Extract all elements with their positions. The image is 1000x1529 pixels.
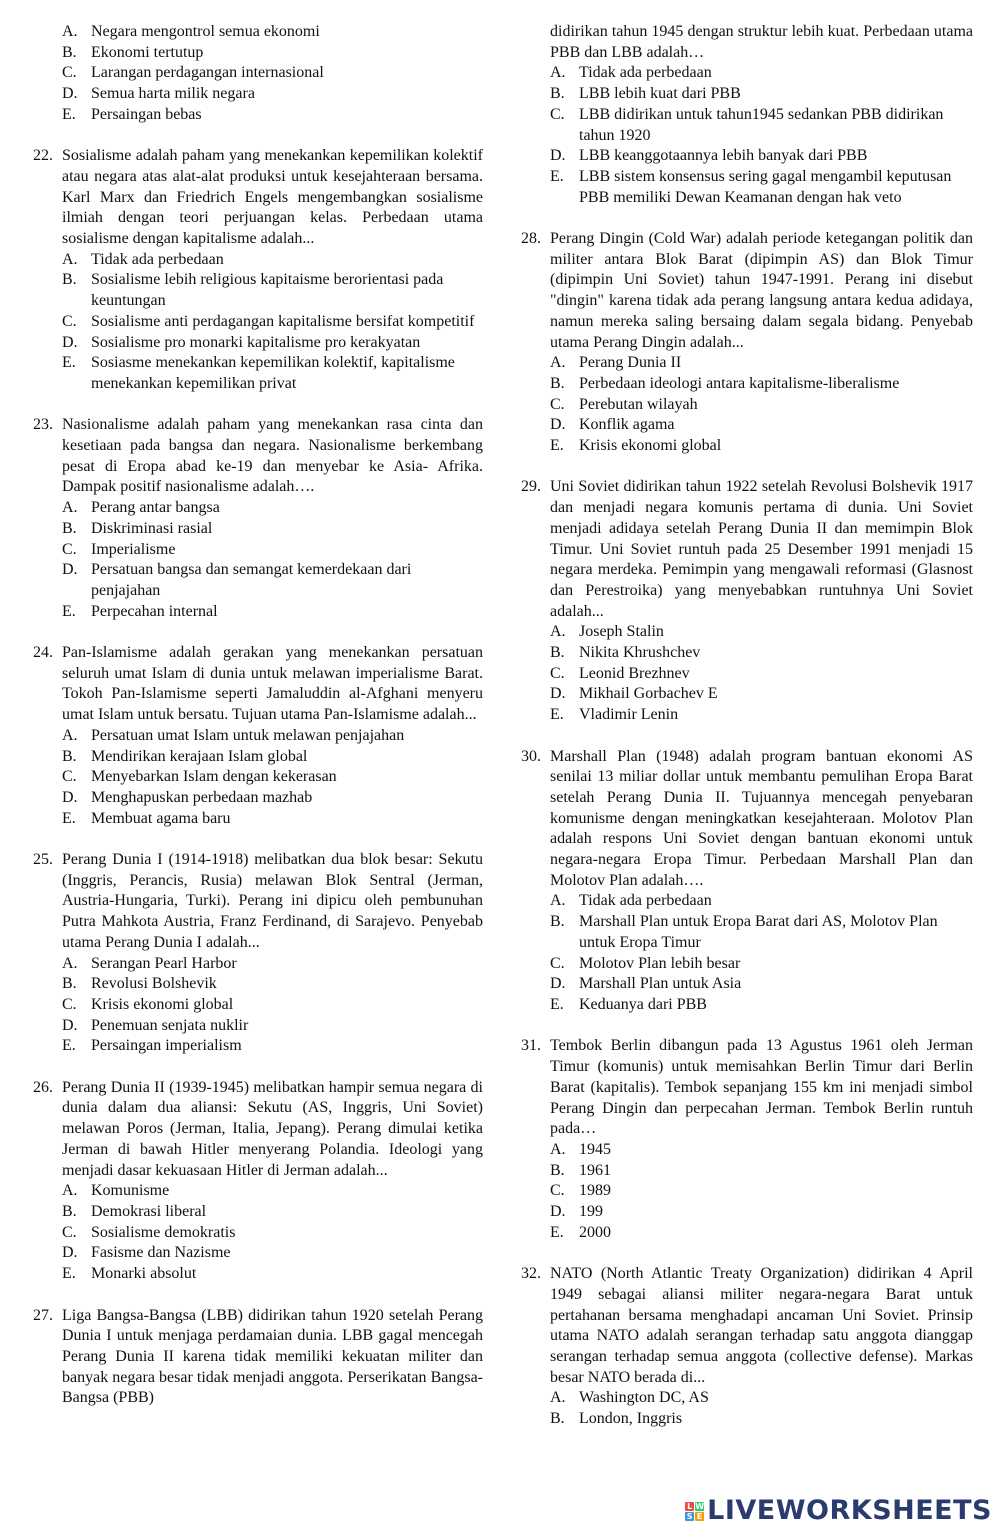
question-24 xyxy=(33,643,483,829)
option-31e[interactable] xyxy=(550,1223,973,1244)
option-text: Joseph Stalin xyxy=(579,623,664,641)
option-letter: A. xyxy=(550,1389,566,1407)
option-letter: A. xyxy=(550,1140,566,1158)
option-letter: B. xyxy=(550,85,565,103)
option-28c[interactable] xyxy=(550,395,973,416)
option-text: Marshall Plan untuk Asia xyxy=(579,975,742,993)
option-text: 199 xyxy=(579,1203,603,1221)
option-letter: C. xyxy=(62,1223,77,1241)
option-text: Persatuan umat Islam untuk melawan penjajahan xyxy=(91,726,405,744)
option-text: 2000 xyxy=(579,1223,611,1241)
option-24e[interactable] xyxy=(62,809,483,830)
option-29c[interactable] xyxy=(550,664,973,685)
liveworksheets-logo-icon xyxy=(685,1502,704,1521)
option-26d[interactable] xyxy=(62,1243,483,1264)
option-29a[interactable] xyxy=(550,622,973,643)
option-28d[interactable] xyxy=(550,415,973,436)
option-letter: B. xyxy=(550,913,565,931)
option-text: Fasisme dan Nazisme xyxy=(91,1244,231,1262)
option-text: Negara mengontrol semua ekonomi xyxy=(91,23,320,40)
option-30a[interactable] xyxy=(550,891,973,912)
option-32a[interactable] xyxy=(550,1388,973,1409)
option-letter: D. xyxy=(62,85,78,103)
question-number: 29. xyxy=(521,478,541,496)
question-30 xyxy=(521,747,973,1016)
option-text: LBB didirikan untuk tahun1945 sedankan PBB didirikan tahun 1920 xyxy=(579,105,944,144)
option-24c[interactable] xyxy=(62,767,483,788)
option-31b[interactable] xyxy=(550,1161,973,1182)
option-text: Demokrasi liberal xyxy=(91,1203,207,1220)
option-25b[interactable] xyxy=(62,974,483,995)
option-text: Krisis ekonomi global xyxy=(91,995,234,1013)
option-letter: C. xyxy=(550,395,565,413)
option-26a[interactable] xyxy=(62,1181,483,1202)
option-letter: A. xyxy=(62,1182,78,1200)
question-text: Nasionalisme adalah paham yang menekankan rasa cinta dan kesetiaan pada bangsa dan negara. Nasionalisme berkembang pesat di Eropa abad ke-19 dan menyebar ke Asia- Afrika. Dampak positif nasionalisme adalah…. xyxy=(62,416,483,496)
option-text: Penemuan senjata nuklir xyxy=(91,1016,249,1034)
option-30c[interactable] xyxy=(550,954,973,975)
option-letter: B. xyxy=(62,271,77,289)
option-30d[interactable] xyxy=(550,974,973,995)
option-text: Sosiasme menekankan kepemilikan kolektif, kapitalisme menekankan kepemilikan privat xyxy=(91,354,455,392)
option-text: Larangan perdagangan internasional xyxy=(91,64,324,82)
option-28a[interactable] xyxy=(550,353,973,374)
option-letter: C. xyxy=(550,1182,565,1200)
option-text: 1945 xyxy=(579,1140,611,1158)
option-letter: C. xyxy=(550,954,565,972)
option-25c[interactable] xyxy=(62,995,483,1016)
question-text: didirikan tahun 1945 dengan struktur lebih kuat. Perbedaan utama PBB dan LBB adalah… xyxy=(550,23,973,61)
option-letter: A. xyxy=(550,623,566,641)
option-letter: E. xyxy=(62,1265,76,1283)
option-text: Vladimir Lenin xyxy=(579,706,679,724)
question-text: Perang Dingin (Cold War) adalah periode ketegangan politik dan militer antara Blok Barat (dipimpin AS) dan Blok Timur (dipimpin Uni Soviet) tahun 1947-1991. Perang ini disebut "dingin" karena tidak ada perang langsung antara kedua adidaya, namun mereka saling bersaing dalam segala bidang. Penyebab utama Perang Dingin adalah... xyxy=(550,230,973,351)
question-text: Perang Dunia I (1914-1918) melibatkan dua blok besar: Sekutu (Inggris, Perancis, Rusia) melawan Blok Sentral (Jerman, Austria-Hungaria, Turki). Perang ini dipicu oleh pembunuhan Putra Mahkota Austria, Franz Ferdinand, di Sarajevo. Penyebab utama Perang Dunia I adalah... xyxy=(62,851,483,951)
question-number: 26. xyxy=(33,1078,53,1096)
option-text: Monarki absolut xyxy=(91,1265,197,1283)
option-text: 1961 xyxy=(579,1161,611,1179)
option-23b[interactable] xyxy=(62,519,483,540)
question-number: 27. xyxy=(33,1306,53,1324)
option-letter: B. xyxy=(62,43,77,61)
option-letter: B. xyxy=(550,1410,565,1428)
option-25d[interactable] xyxy=(62,1016,483,1037)
question-31 xyxy=(521,1036,973,1243)
liveworksheets-logo[interactable] xyxy=(683,1496,992,1526)
option-letter: A. xyxy=(62,726,78,744)
logo-letter-w: W xyxy=(695,1501,705,1511)
option-text: Krisis ekonomi global xyxy=(579,437,722,455)
option-letter: E. xyxy=(62,602,76,620)
option-letter: E. xyxy=(62,809,76,827)
option-text: Sosialisme lebih religious kapitaisme berorientasi pada keuntungan xyxy=(91,271,444,310)
option-21d[interactable] xyxy=(62,84,483,105)
question-text: Pan-Islamisme adalah gerakan yang menekankan persatuan seluruh umat Islam di dunia untuk melawan imperialisme Barat. Tokoh Pan-Islamisme seperti Jamaluddin al-Afghani menyeru umat Islam untuk bersatu. Tujuan utama Pan-Islamisme adalah... xyxy=(62,644,483,724)
option-letter: C. xyxy=(62,64,77,82)
option-25e[interactable] xyxy=(62,1036,483,1057)
option-text: Diskriminasi rasial xyxy=(91,519,213,537)
liveworksheets-logo-text: LIVEWORKSHEETS xyxy=(707,1495,992,1526)
option-letter: A. xyxy=(62,499,78,517)
option-24d[interactable] xyxy=(62,788,483,809)
option-31a[interactable] xyxy=(550,1140,973,1161)
left-column xyxy=(33,22,483,1430)
question-number: 31. xyxy=(521,1037,541,1055)
option-letter: E. xyxy=(62,105,76,123)
option-text: Washington DC, AS xyxy=(579,1389,709,1407)
option-text: Imperialisme xyxy=(91,540,176,558)
question-text: Marshall Plan (1948) adalah program bantuan ekonomi AS senilai 13 miliar dollar untuk membantu pemulihan Eropa Barat setelah Perang Dunia II. Tujuannya mencegah penyebaran komunisme dengan meningkatkan kesejahteraan. Molotov Plan adalah respons Uni Soviet dengan bantuan ekonomi untuk negara-negara Eropa Timur. Perbedaan Marshall Plan dan Molotov Plan adalah…. xyxy=(550,747,973,889)
option-text: Ekonomi tertutup xyxy=(91,43,204,61)
right-column xyxy=(521,22,973,1450)
option-letter: B. xyxy=(550,1161,565,1179)
question-21-options xyxy=(33,22,483,126)
option-letter: D. xyxy=(550,416,566,434)
option-text: Tidak ada perbedaan xyxy=(579,64,712,82)
option-text: Persaingan imperialism xyxy=(91,1037,242,1055)
option-letter: D. xyxy=(62,1016,78,1034)
option-text: London, Inggris xyxy=(579,1410,683,1428)
question-22 xyxy=(33,146,483,394)
question-text: Tembok Berlin dibangun pada 13 Agustus 1961 oleh Jerman Timur (komunis) untuk memisahkan Berlin Timur dari Berlin Barat (kapitalis). Tembok sepanjang 155 km ini menjadi simbol Perang Dingin dan perpecahan Jerman. Tembok Berlin runtuh pada… xyxy=(550,1037,973,1138)
option-letter: D. xyxy=(550,975,566,993)
question-28 xyxy=(521,229,973,457)
option-32b[interactable] xyxy=(550,1409,973,1430)
option-letter: A. xyxy=(62,250,78,268)
option-text: Leonid Brezhnev xyxy=(579,664,690,682)
option-letter: A. xyxy=(550,64,566,82)
option-letter: D. xyxy=(550,1203,566,1221)
question-text: Sosialisme adalah paham yang menekankan kepemilikan kolektif atau negara atas alat-alat produksi untuk kesejahteraan bersama. Karl Marx dan Friedrich Engels mengembangkan sosialisme ilmiah dengan teori perjuangan kelas. Perbedaan utama sosialisme dengan kapitalisme adalah... xyxy=(62,147,483,248)
option-text: LBB keanggotaannya lebih banyak dari PBB xyxy=(579,147,868,165)
option-text: Serangan Pearl Harbor xyxy=(91,954,237,972)
option-27e[interactable] xyxy=(550,167,973,208)
option-27c[interactable] xyxy=(550,105,973,146)
option-text: LBB sistem konsensus sering gagal mengambil keputusan PBB memiliki Dewan Keamanan dengan hak veto xyxy=(579,167,952,206)
question-text: NATO (North Atlantic Treaty Organization) didirikan 4 April 1949 sebagai aliansi militer negara-negara Barat untuk pertahanan bersama menghadapi ancaman Uni Soviet. Prinsip utama NATO adalah serangan terhadap satu anggota dianggap serangan terhadap semua anggota (collective defense). Markas besar NATO berada di... xyxy=(550,1265,973,1386)
option-30e[interactable] xyxy=(550,995,973,1016)
option-letter: C. xyxy=(62,995,77,1013)
option-21c[interactable] xyxy=(62,63,483,84)
option-letter: E. xyxy=(550,167,564,185)
option-22c[interactable] xyxy=(62,312,483,333)
question-number: 23. xyxy=(33,416,53,434)
option-text: Semua harta milik negara xyxy=(91,85,255,103)
option-27a[interactable] xyxy=(550,63,973,84)
option-31d[interactable] xyxy=(550,1202,973,1223)
option-text: Perpecahan internal xyxy=(91,602,218,620)
option-text: Sosialisme demokratis xyxy=(91,1223,236,1241)
question-number: 25. xyxy=(33,851,53,869)
option-text: Perebutan wilayah xyxy=(579,395,698,413)
option-letter: E. xyxy=(62,354,76,372)
option-23a[interactable] xyxy=(62,498,483,519)
option-text: Keduanya dari PBB xyxy=(579,996,707,1013)
option-letter: E. xyxy=(550,437,564,455)
option-letter: B. xyxy=(62,975,77,993)
option-23d[interactable] xyxy=(62,560,483,601)
question-25 xyxy=(33,850,483,1057)
option-letter: D. xyxy=(62,1244,78,1262)
option-letter: D. xyxy=(62,333,78,351)
option-letter: C. xyxy=(550,664,565,682)
question-26 xyxy=(33,1078,483,1285)
option-text: Perang Dunia II xyxy=(579,354,682,372)
option-23c[interactable] xyxy=(62,540,483,561)
option-24b[interactable] xyxy=(62,747,483,768)
question-27 xyxy=(33,1306,483,1410)
question-number: 22. xyxy=(33,147,53,165)
option-text: Persaingan bebas xyxy=(91,105,202,123)
option-letter: D. xyxy=(62,788,78,806)
option-22b[interactable] xyxy=(62,270,483,311)
option-31c[interactable] xyxy=(550,1181,973,1202)
option-letter: C. xyxy=(62,540,77,558)
logo-letter-l: L xyxy=(687,1501,693,1511)
option-text: Menghapuskan perbedaan mazhab xyxy=(91,788,313,806)
question-number: 32. xyxy=(521,1265,541,1283)
option-letter: D. xyxy=(550,685,566,703)
option-21b[interactable] xyxy=(62,43,483,64)
option-28e[interactable] xyxy=(550,436,973,457)
option-text: Perbedaan ideologi antara kapitalisme-liberalisme xyxy=(579,374,900,392)
option-27b[interactable] xyxy=(550,84,973,105)
option-text: Tidak ada perbedaan xyxy=(91,250,224,268)
option-text: Tidak ada perbedaan xyxy=(579,892,712,910)
question-23 xyxy=(33,415,483,622)
option-23e[interactable] xyxy=(62,602,483,623)
option-letter: A. xyxy=(62,954,78,972)
option-letter: B. xyxy=(550,644,565,662)
option-21e[interactable] xyxy=(62,105,483,126)
option-text: Komunisme xyxy=(91,1182,170,1200)
option-text: Menyebarkan Islam dengan kekerasan xyxy=(91,768,337,786)
option-text: Sosialisme pro monarki kapitalisme pro kerakyatan xyxy=(91,333,421,351)
option-text: Membuat agama baru xyxy=(91,809,231,827)
option-text: Marshall Plan untuk Eropa Barat dari AS, Molotov Plan untuk Eropa Timur xyxy=(579,913,938,951)
logo-letter-s: S xyxy=(686,1511,693,1521)
option-letter: E. xyxy=(550,1223,564,1241)
option-22a[interactable] xyxy=(62,250,483,271)
option-letter: E. xyxy=(62,1037,76,1055)
question-text: Perang Dunia II (1939-1945) melibatkan hampir semua negara di dunia dalam dua aliansi: Sekutu (AS, Inggris, Uni Soviet) melawan Poros (Jerman, Italia, Jepang). Perang dimulai ketika Jerman di bawah Hitler menyerang Polandia. Ideologi yang menjadi dasar kekuasaan Hitler di Jerman adalah... xyxy=(62,1078,483,1179)
option-text: Molotov Plan lebih besar xyxy=(579,954,741,972)
option-letter: C. xyxy=(62,768,77,786)
logo-letter-e: E xyxy=(696,1511,703,1521)
option-text: LBB lebih kuat dari PBB xyxy=(579,85,741,103)
option-26e[interactable] xyxy=(62,1264,483,1285)
option-letter: E. xyxy=(550,996,564,1013)
option-letter: D. xyxy=(550,147,566,165)
option-letter: C. xyxy=(550,105,565,123)
option-text: Mikhail Gorbachev E xyxy=(579,685,718,703)
option-letter: A. xyxy=(550,354,566,372)
option-text: Nikita Khrushchev xyxy=(579,644,701,662)
option-22e[interactable] xyxy=(62,353,483,394)
option-30b[interactable] xyxy=(550,912,973,953)
option-letter: A. xyxy=(62,23,78,40)
option-28b[interactable] xyxy=(550,374,973,395)
option-letter: A. xyxy=(550,892,566,910)
question-text: Liga Bangsa-Bangsa (LBB) didirikan tahun 1920 setelah Perang Dunia I untuk menjaga perdamaian dunia. LBB gagal mencegah Perang Dunia II karena tidak memiliki kekuatan militer dan banyak negara besar tidak menjadi anggota. Perserikatan Bangsa-Bangsa (PBB) xyxy=(62,1306,483,1407)
option-letter: B. xyxy=(62,747,77,765)
option-25a[interactable] xyxy=(62,954,483,975)
question-number: 24. xyxy=(33,644,53,662)
question-text: Uni Soviet didirikan tahun 1922 setelah Revolusi Bolshevik 1917 dan menjadi negara komunis pertama di dunia. Uni Soviet menjadi adidaya setelah Perang Dunia II dan memimpin Blok Timur. Uni Soviet runtuh pada 25 Desember 1991 menjadi 15 negara merdeka. Pemimpin yang mengawali reformasi (Glasnost dan Perestroika) yang menyebabkan runtuhnya Uni Soviet adalah... xyxy=(550,478,973,620)
question-27-continued xyxy=(521,22,973,208)
option-21a[interactable] xyxy=(62,22,483,43)
option-text: Revolusi Bolshevik xyxy=(91,975,217,993)
option-29e[interactable] xyxy=(550,705,973,726)
option-text: Persatuan bangsa dan semangat kemerdekaan dari penjajahan xyxy=(91,561,412,599)
option-text: 1989 xyxy=(579,1182,611,1200)
question-number: 30. xyxy=(521,747,541,765)
option-text: Mendirikan kerajaan Islam global xyxy=(91,747,308,765)
option-text: Sosialisme anti perdagangan kapitalisme bersifat kompetitif xyxy=(91,312,475,330)
option-29b[interactable] xyxy=(550,643,973,664)
option-letter: B. xyxy=(550,374,565,392)
option-26b[interactable] xyxy=(62,1202,483,1223)
option-letter: E. xyxy=(550,706,564,724)
option-letter: D. xyxy=(62,561,78,579)
option-text: Konflik agama xyxy=(579,416,675,434)
question-32 xyxy=(521,1264,973,1430)
option-letter: B. xyxy=(62,1203,77,1220)
option-letter: C. xyxy=(62,312,77,330)
option-22d[interactable] xyxy=(62,333,483,354)
question-29 xyxy=(521,477,973,725)
option-27d[interactable] xyxy=(550,146,973,167)
option-26c[interactable] xyxy=(62,1223,483,1244)
option-29d[interactable] xyxy=(550,684,973,705)
question-number: 28. xyxy=(521,230,541,248)
option-text: Perang antar bangsa xyxy=(91,499,220,517)
option-24a[interactable] xyxy=(62,726,483,747)
option-letter: B. xyxy=(62,519,77,537)
